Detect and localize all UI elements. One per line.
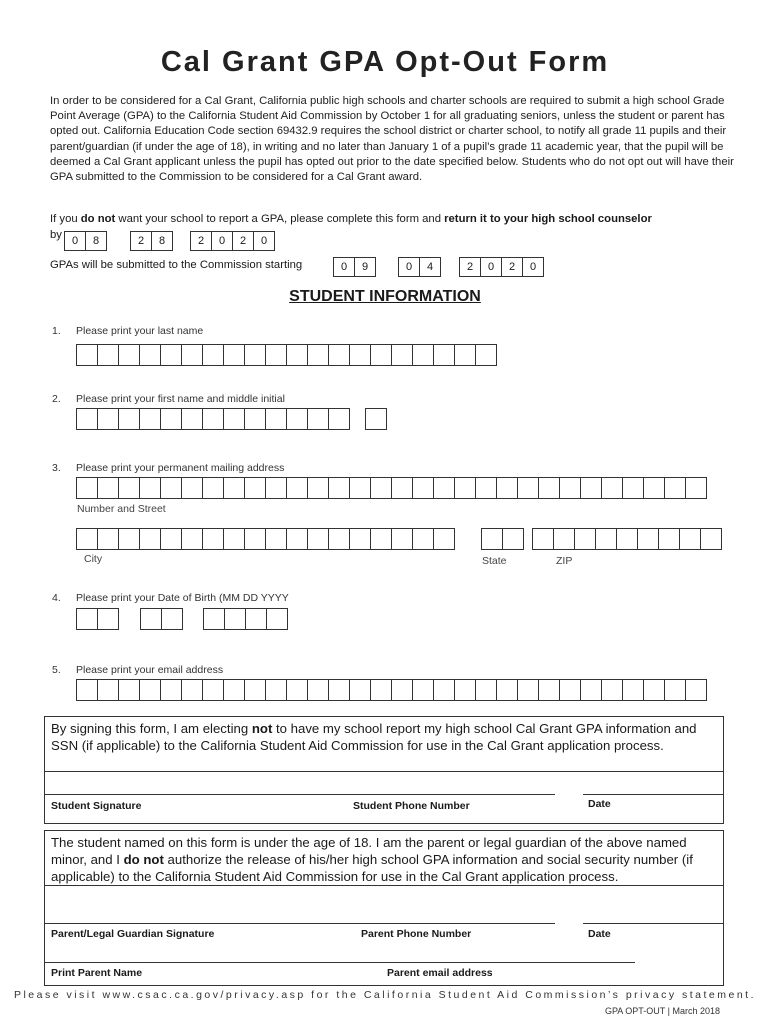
character-box[interactable] bbox=[433, 477, 455, 499]
character-box[interactable] bbox=[266, 608, 288, 630]
character-box[interactable] bbox=[160, 477, 182, 499]
return-text-2: want your school to report a GPA, please complete this form and bbox=[115, 213, 445, 225]
character-box[interactable] bbox=[412, 528, 434, 550]
character-box[interactable] bbox=[265, 528, 287, 550]
question-text: Please print your permanent mailing address bbox=[76, 462, 285, 474]
gpa-date-year bbox=[459, 257, 543, 277]
character-box[interactable] bbox=[76, 477, 98, 499]
character-box[interactable] bbox=[622, 679, 644, 701]
character-box[interactable] bbox=[140, 608, 162, 630]
character-box[interactable] bbox=[496, 679, 518, 701]
parent-consent-part-1: The student named on this form is under the age of 18. I am the parent or legal guardian of the above named minor, and I bbox=[51, 835, 687, 867]
character-box[interactable] bbox=[685, 477, 707, 499]
question-text: Please print your first name and middle initial bbox=[76, 393, 285, 405]
street-label: Number and Street bbox=[77, 503, 166, 515]
character-box[interactable] bbox=[265, 344, 287, 366]
character-box[interactable] bbox=[181, 477, 203, 499]
character-box[interactable] bbox=[307, 344, 329, 366]
deadline-year-digit: 2 bbox=[232, 231, 254, 251]
city-label: City bbox=[84, 553, 103, 565]
character-box[interactable] bbox=[328, 344, 350, 366]
character-box[interactable] bbox=[433, 528, 455, 550]
parent-consent-part-2: authorize the release of his/her high school GPA information and social security number (if applicable) to the California Student Aid Commission for use in the Cal Grant application process. bbox=[51, 852, 693, 884]
character-box[interactable] bbox=[118, 408, 140, 430]
character-box[interactable] bbox=[97, 344, 119, 366]
character-box[interactable] bbox=[202, 679, 224, 701]
character-box[interactable] bbox=[433, 344, 455, 366]
student-consent-part-2: to have my school report my high school Cal Grant GPA information and SSN (if applicable) to the California Student Aid Commission for use in the Cal Grant application process. bbox=[51, 721, 697, 753]
character-box[interactable] bbox=[97, 477, 119, 499]
character-box[interactable] bbox=[517, 477, 539, 499]
parent-consent-text bbox=[45, 831, 723, 888]
character-box[interactable] bbox=[553, 528, 575, 550]
character-box[interactable] bbox=[244, 679, 266, 701]
character-box[interactable] bbox=[664, 679, 686, 701]
city-field[interactable] bbox=[76, 528, 454, 550]
character-box[interactable] bbox=[244, 408, 266, 430]
character-box[interactable] bbox=[139, 679, 161, 701]
character-box[interactable] bbox=[223, 344, 245, 366]
character-box[interactable] bbox=[370, 679, 392, 701]
character-box[interactable] bbox=[349, 477, 371, 499]
question-text: Please print your last name bbox=[76, 325, 204, 337]
character-box[interactable] bbox=[244, 477, 266, 499]
street-address-field[interactable] bbox=[76, 477, 706, 499]
character-box[interactable] bbox=[412, 679, 434, 701]
character-box[interactable] bbox=[160, 408, 182, 430]
character-box[interactable] bbox=[412, 477, 434, 499]
state-label: State bbox=[482, 555, 507, 567]
middle-initial-field[interactable] bbox=[365, 408, 386, 430]
character-box[interactable] bbox=[286, 408, 308, 430]
deadline-day-digit: 2 bbox=[130, 231, 152, 251]
dob-year-field[interactable] bbox=[203, 608, 287, 630]
character-box[interactable] bbox=[245, 608, 267, 630]
question-text: Please print your email address bbox=[76, 664, 224, 676]
character-box[interactable] bbox=[679, 528, 701, 550]
character-box[interactable] bbox=[202, 344, 224, 366]
character-box[interactable] bbox=[139, 528, 161, 550]
character-box[interactable] bbox=[181, 528, 203, 550]
character-box[interactable] bbox=[76, 344, 98, 366]
character-box[interactable] bbox=[181, 408, 203, 430]
deadline-year-digit: 2 bbox=[190, 231, 212, 251]
character-box[interactable] bbox=[286, 528, 308, 550]
character-box[interactable] bbox=[685, 679, 707, 701]
student-consent-text bbox=[45, 717, 723, 757]
character-box[interactable] bbox=[307, 679, 329, 701]
character-box[interactable] bbox=[328, 408, 350, 430]
student-consent-bold: not bbox=[251, 721, 273, 736]
character-box[interactable] bbox=[307, 477, 329, 499]
return-bold-2: return it to your high school counselor bbox=[444, 213, 652, 225]
deadline-day-digit: 8 bbox=[151, 231, 173, 251]
student-signature-row[interactable] bbox=[45, 771, 723, 823]
deadline-month-digit: 8 bbox=[85, 231, 107, 251]
character-box[interactable] bbox=[475, 477, 497, 499]
character-box[interactable] bbox=[433, 679, 455, 701]
student-signature-line bbox=[45, 794, 555, 795]
question-number: 2. bbox=[52, 393, 61, 405]
character-box[interactable] bbox=[574, 528, 596, 550]
privacy-statement: Please visit www.csac.ca.gov/privacy.asp for the California Student Aid Commission’s privacy statement. bbox=[13, 989, 757, 1001]
character-box[interactable] bbox=[370, 344, 392, 366]
dob-day-field[interactable] bbox=[140, 608, 182, 630]
character-box[interactable] bbox=[328, 679, 350, 701]
question-number: 4. bbox=[52, 592, 61, 604]
question-number: 1. bbox=[52, 325, 61, 337]
character-box[interactable] bbox=[637, 528, 659, 550]
character-box[interactable] bbox=[370, 477, 392, 499]
character-box[interactable] bbox=[97, 408, 119, 430]
gpa-month-digit: 0 bbox=[333, 257, 355, 277]
question-number: 5. bbox=[52, 664, 61, 676]
student-phone-label: Student Phone Number bbox=[353, 800, 470, 812]
character-box[interactable] bbox=[118, 477, 140, 499]
character-box[interactable] bbox=[223, 528, 245, 550]
character-box[interactable] bbox=[265, 679, 287, 701]
gpa-date-month bbox=[333, 257, 375, 277]
character-box[interactable] bbox=[223, 408, 245, 430]
character-box[interactable] bbox=[160, 344, 182, 366]
character-box[interactable] bbox=[517, 679, 539, 701]
character-box[interactable] bbox=[328, 477, 350, 499]
character-box[interactable] bbox=[412, 344, 434, 366]
character-box[interactable] bbox=[244, 344, 266, 366]
question-number: 3. bbox=[52, 462, 61, 474]
character-box[interactable] bbox=[349, 344, 371, 366]
gpa-date-day bbox=[398, 257, 440, 277]
gpa-year-digit: 2 bbox=[459, 257, 481, 277]
character-box[interactable] bbox=[181, 679, 203, 701]
character-box[interactable] bbox=[643, 477, 665, 499]
form-code: GPA OPT-OUT | March 2018 bbox=[604, 1006, 720, 1016]
character-box[interactable] bbox=[365, 408, 387, 430]
character-box[interactable] bbox=[265, 408, 287, 430]
zip-field[interactable] bbox=[532, 528, 721, 550]
character-box[interactable] bbox=[160, 528, 182, 550]
student-consent-part-1: By signing this form, I am electing bbox=[51, 721, 252, 736]
character-box[interactable] bbox=[76, 408, 98, 430]
deadline-year bbox=[190, 231, 274, 251]
parent-email-label: Parent email address bbox=[387, 967, 493, 979]
character-box[interactable] bbox=[601, 679, 623, 701]
parent-phone-label: Parent Phone Number bbox=[361, 928, 472, 940]
character-box[interactable] bbox=[328, 528, 350, 550]
character-box[interactable] bbox=[286, 344, 308, 366]
character-box[interactable] bbox=[97, 528, 119, 550]
student-date-label: Date bbox=[588, 798, 611, 810]
student-info-heading: STUDENT INFORMATION bbox=[289, 288, 481, 305]
print-parent-name-label: Print Parent Name bbox=[51, 967, 143, 979]
character-box[interactable] bbox=[307, 528, 329, 550]
gpa-year-digit: 2 bbox=[501, 257, 523, 277]
parent-date-label: Date bbox=[588, 928, 611, 940]
character-box[interactable] bbox=[454, 344, 476, 366]
state-field[interactable] bbox=[481, 528, 523, 550]
character-box[interactable] bbox=[349, 528, 371, 550]
character-box[interactable] bbox=[475, 344, 497, 366]
intro-paragraph: In order to be considered for a Cal Grant, California public high schools and charter schools are required to submit a high school Grade Point Average (GPA) to the California Student Aid Commission by October 1 for all graduating seniors, unless the student or parent has opted out. California Education Code section 69432.9 requires the school district or charter school, to notify all grade 11 pupils and their parent/guardian (if under the age of 18), in writing and no later than January 1 of a pupil’s grade 11 academic year, that the pupil will be deemed a Cal Grant applicant unless the pupil has opted out prior to the date specified below. Students who do not opt out will have their GPA submitted to the Commission to be considered for a Cal Grant award. bbox=[50, 95, 734, 184]
character-box[interactable] bbox=[244, 528, 266, 550]
return-bold-1: do not bbox=[80, 213, 116, 225]
parent-signature-label: Parent/Legal Guardian Signature bbox=[51, 928, 215, 940]
character-box[interactable] bbox=[224, 608, 246, 630]
email-field[interactable] bbox=[76, 679, 706, 701]
character-box[interactable] bbox=[118, 528, 140, 550]
parent-name-line bbox=[45, 962, 635, 963]
gpa-month-digit: 9 bbox=[354, 257, 376, 277]
character-box[interactable] bbox=[664, 477, 686, 499]
character-box[interactable] bbox=[370, 528, 392, 550]
return-text-1: If you bbox=[50, 213, 81, 225]
question-text: Please print your Date of Birth (MM DD YYYY bbox=[76, 592, 289, 604]
gpa-year-digit: 0 bbox=[480, 257, 502, 277]
character-box[interactable] bbox=[118, 679, 140, 701]
character-box[interactable] bbox=[202, 408, 224, 430]
deadline-day bbox=[130, 231, 172, 251]
parent-signature-row[interactable] bbox=[45, 885, 723, 985]
last-name-field[interactable] bbox=[76, 344, 496, 366]
deadline-year-digit: 0 bbox=[253, 231, 275, 251]
character-box[interactable] bbox=[601, 477, 623, 499]
character-box[interactable] bbox=[223, 477, 245, 499]
character-box[interactable] bbox=[643, 679, 665, 701]
gpa-year-digit: 0 bbox=[522, 257, 544, 277]
character-box[interactable] bbox=[481, 528, 503, 550]
student-signature-panel bbox=[44, 716, 724, 824]
character-box[interactable] bbox=[391, 477, 413, 499]
deadline-year-digit: 0 bbox=[211, 231, 233, 251]
deadline-month-digit: 0 bbox=[64, 231, 86, 251]
character-box[interactable] bbox=[475, 679, 497, 701]
character-box[interactable] bbox=[161, 608, 183, 630]
character-box[interactable] bbox=[658, 528, 680, 550]
parent-signature-line bbox=[45, 923, 555, 924]
character-box[interactable] bbox=[139, 477, 161, 499]
gpa-submission-label: GPAs will be submitted to the Commission starting bbox=[50, 259, 303, 271]
dob-month-field[interactable] bbox=[76, 608, 118, 630]
character-box[interactable] bbox=[391, 679, 413, 701]
character-box[interactable] bbox=[286, 679, 308, 701]
character-box[interactable] bbox=[203, 608, 225, 630]
student-date-line bbox=[583, 794, 723, 795]
character-box[interactable] bbox=[559, 477, 581, 499]
character-box[interactable] bbox=[202, 528, 224, 550]
character-box[interactable] bbox=[454, 679, 476, 701]
first-name-field[interactable] bbox=[76, 408, 349, 430]
character-box[interactable] bbox=[76, 608, 98, 630]
character-box[interactable] bbox=[202, 477, 224, 499]
character-box[interactable] bbox=[496, 477, 518, 499]
character-box[interactable] bbox=[97, 679, 119, 701]
parent-signature-panel bbox=[44, 830, 724, 986]
character-box[interactable] bbox=[622, 477, 644, 499]
character-box[interactable] bbox=[76, 679, 98, 701]
character-box[interactable] bbox=[502, 528, 524, 550]
gpa-day-digit: 0 bbox=[398, 257, 420, 277]
character-box[interactable] bbox=[559, 679, 581, 701]
form-title: Cal Grant GPA Opt-Out Form bbox=[160, 46, 610, 78]
character-box[interactable] bbox=[595, 528, 617, 550]
character-box[interactable] bbox=[223, 679, 245, 701]
parent-consent-bold: do not bbox=[123, 852, 164, 867]
character-box[interactable] bbox=[139, 408, 161, 430]
character-box[interactable] bbox=[580, 679, 602, 701]
return-instructions bbox=[50, 213, 750, 225]
character-box[interactable] bbox=[532, 528, 554, 550]
character-box[interactable] bbox=[286, 477, 308, 499]
character-box[interactable] bbox=[700, 528, 722, 550]
character-box[interactable] bbox=[76, 528, 98, 550]
parent-date-line bbox=[583, 923, 723, 924]
character-box[interactable] bbox=[181, 344, 203, 366]
character-box[interactable] bbox=[118, 344, 140, 366]
character-box[interactable] bbox=[307, 408, 329, 430]
character-box[interactable] bbox=[391, 528, 413, 550]
gpa-day-digit: 4 bbox=[419, 257, 441, 277]
character-box[interactable] bbox=[139, 344, 161, 366]
character-box[interactable] bbox=[580, 477, 602, 499]
character-box[interactable] bbox=[265, 477, 287, 499]
zip-label: ZIP bbox=[556, 555, 573, 567]
character-box[interactable] bbox=[349, 679, 371, 701]
character-box[interactable] bbox=[97, 608, 119, 630]
character-box[interactable] bbox=[538, 477, 560, 499]
deadline-month bbox=[64, 231, 106, 251]
character-box[interactable] bbox=[616, 528, 638, 550]
character-box[interactable] bbox=[391, 344, 413, 366]
student-signature-label: Student Signature bbox=[51, 800, 142, 812]
character-box[interactable] bbox=[160, 679, 182, 701]
by-label: by bbox=[50, 229, 62, 241]
character-box[interactable] bbox=[454, 477, 476, 499]
character-box[interactable] bbox=[538, 679, 560, 701]
